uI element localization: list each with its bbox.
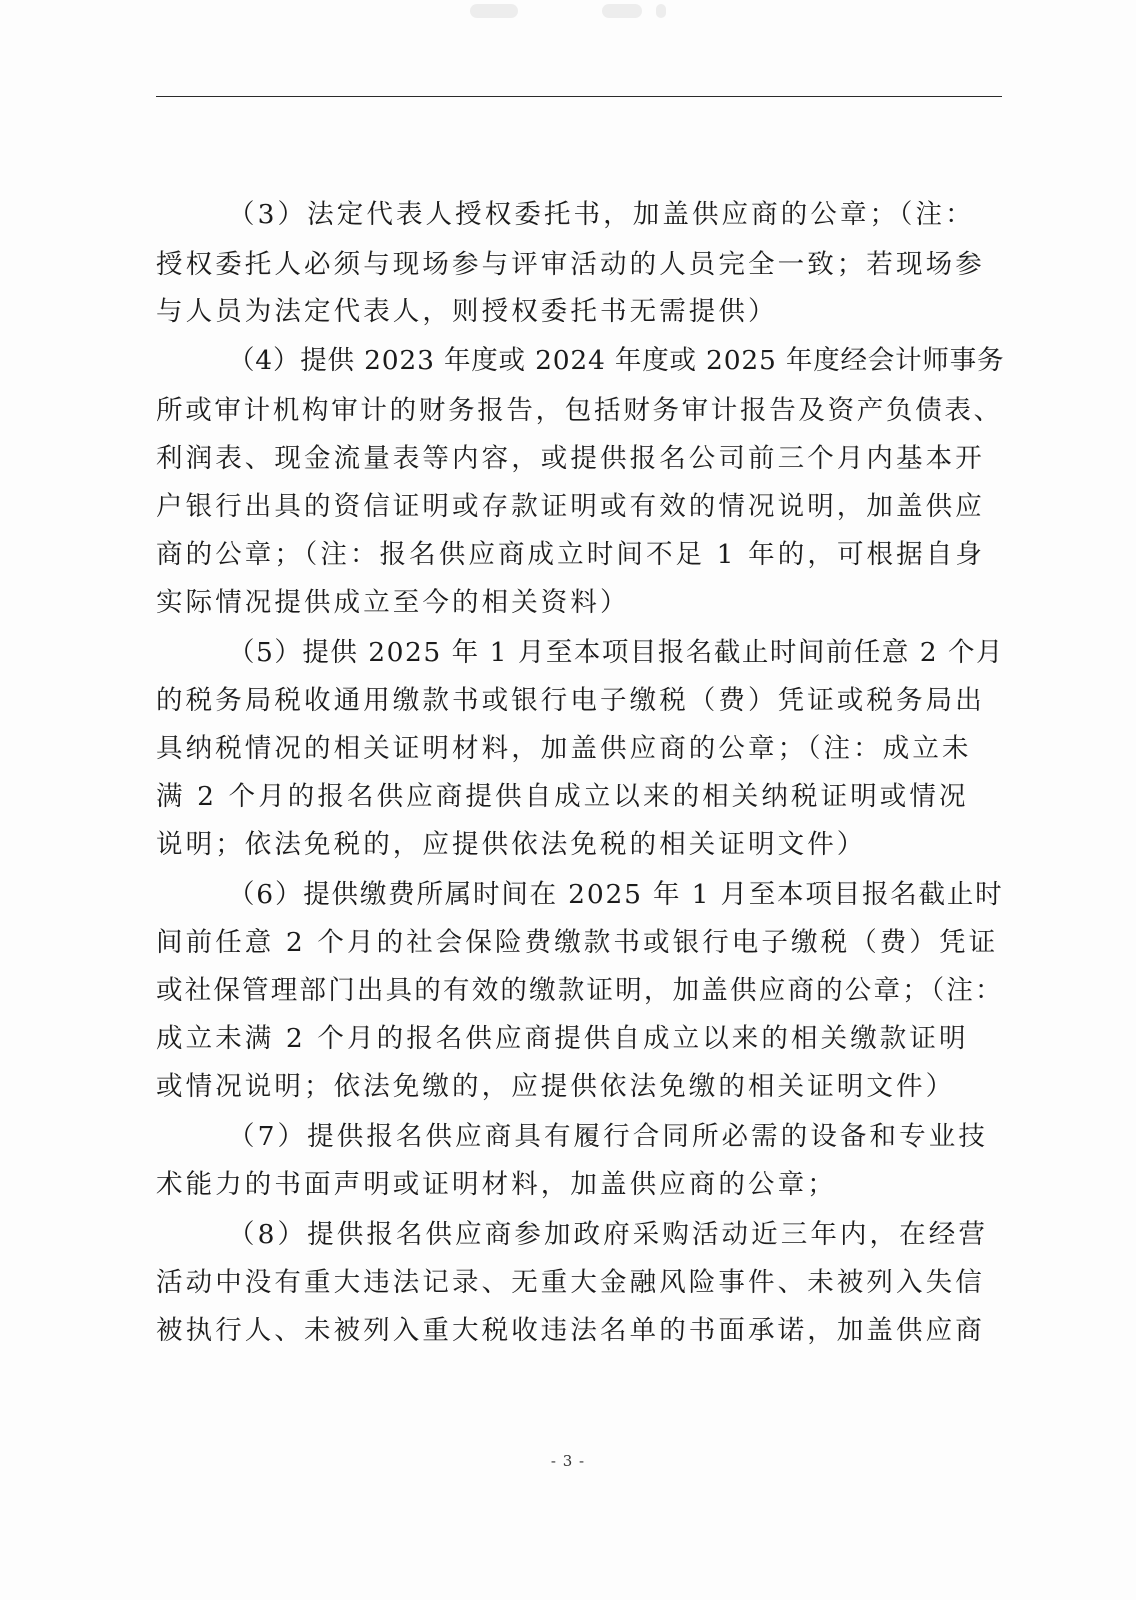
body-line: 术能力的书面声明或证明材料，加盖供应商的公章；: [156, 1169, 837, 1200]
body-line: （8）提供报名供应商参加政府采购活动近三年内，在经营: [228, 1219, 988, 1250]
body-line: 或社保管理部门出具的有效的缴款证明，加盖供应商的公章；（注：: [156, 975, 1004, 1006]
body-line: 利润表、现金流量表等内容，或提供报名公司前三个月内基本开: [156, 443, 985, 474]
body-line: 户银行出具的资信证明或存款证明或有效的情况说明，加盖供应: [156, 491, 985, 522]
scan-smudge: [602, 4, 642, 18]
body-line: （4）提供 2023 年度或 2024 年度或 2025 年度经会计师事务: [228, 345, 1005, 376]
scan-smudge: [656, 4, 666, 18]
body-line: 具纳税情况的相关证明材料，加盖供应商的公章；（注：成立未: [156, 733, 972, 764]
body-line: 间前任意 2 个月的社会保险费缴款书或银行电子缴税（费）凭证: [156, 927, 999, 958]
body-line: 被执行人、未被列入重大税收违法名单的书面承诺，加盖供应商: [156, 1315, 985, 1346]
body-line: 实际情况提供成立至今的相关资料）: [156, 587, 630, 618]
scan-smudge: [470, 4, 518, 18]
body-line: 所或审计机构审计的财务报告，包括财务审计报告及资产负债表、: [156, 395, 1003, 426]
body-line: 授权委托人必须与现场参与评审活动的人员完全一致；若现场参: [156, 249, 985, 280]
body-line: （7）提供报名供应商具有履行合同所必需的设备和专业技: [228, 1121, 988, 1152]
body-line: （5）提供 2025 年 1 月至本项目报名截止时间前任意 2 个月: [228, 637, 1005, 668]
body-line: 活动中没有重大违法记录、无重大金融风险事件、未被列入失信: [156, 1267, 985, 1298]
body-line: 成立未满 2 个月的报名供应商提供自成立以来的相关缴款证明: [156, 1023, 969, 1054]
body-line: 与人员为法定代表人，则授权委托书无需提供）: [156, 296, 778, 327]
body-line: 商的公章；（注：报名供应商成立时间不足 1 年的，可根据自身: [156, 539, 985, 570]
header-rule: [156, 96, 1002, 97]
body-line: 的税务局税收通用缴款书或银行电子缴税（费）凭证或税务局出: [156, 685, 985, 716]
body-line: （3）法定代表人授权委托书，加盖供应商的公章；（注：: [228, 199, 975, 230]
body-line: （6）提供缴费所属时间在 2025 年 1 月至本项目报名截止时: [228, 879, 1004, 910]
body-line: 或情况说明；依法免缴的，应提供依法免缴的相关证明文件）: [156, 1071, 956, 1102]
body-line: 说明；依法免税的，应提供依法免税的相关证明文件）: [156, 829, 867, 860]
page-number: - 3 -: [550, 1452, 586, 1470]
body-line: 满 2 个月的报名供应商提供自成立以来的相关纳税证明或情况: [156, 781, 969, 812]
